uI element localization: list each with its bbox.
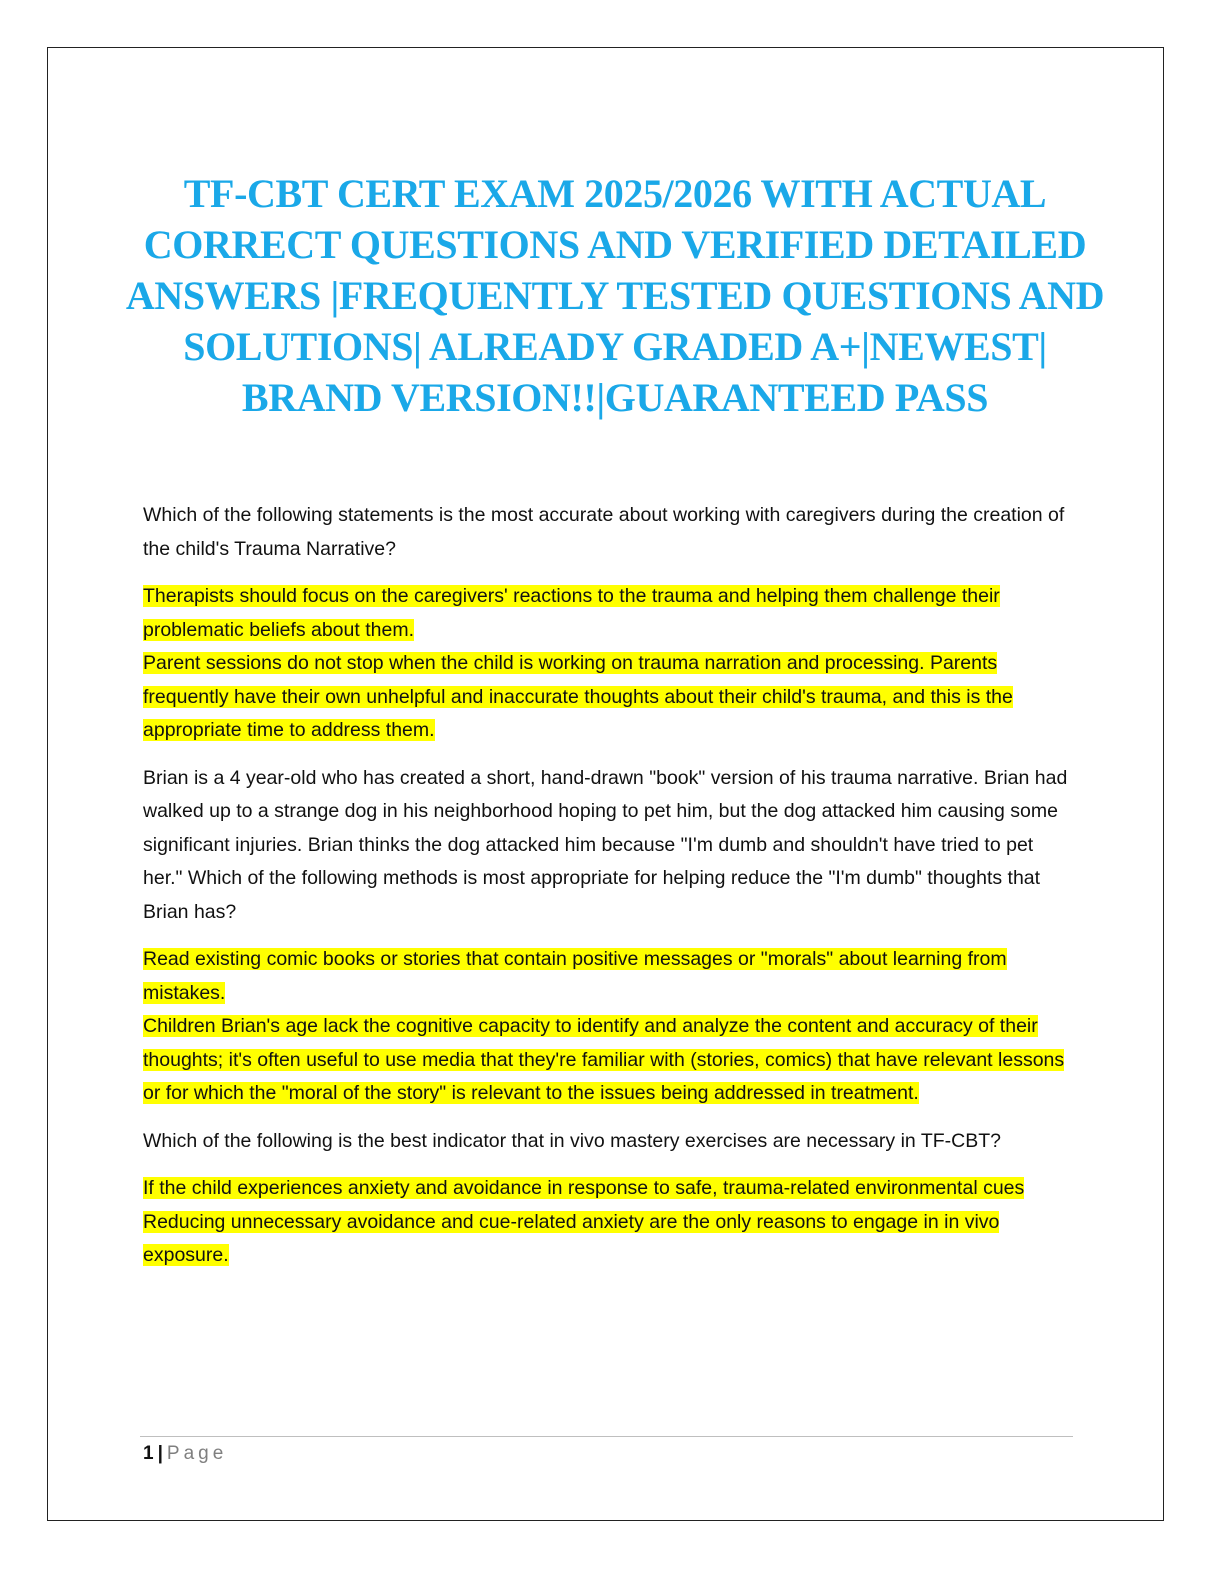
explanation-text: Parent sessions do not stop when the child is working on trauma narration and processing. Parents frequently have their own unhelpful and inaccurate thoughts about their child's trauma, and this is the appropriate time to address them. [143,652,1013,741]
document-title: TF-CBT CERT EXAM 2025/2026 WITH ACTUAL CORRECT QUESTIONS AND VERIFIED DETAILED ANSWERS |FREQUENTLY TESTED QUESTIONS AND SOLUTIONS| ALREADY GRADED A+|NEWEST| BRAND VERSION!!|GUARANTEED PASS [125,171,1105,420]
answer-text: If the child experiences anxiety and avoidance in response to safe, trauma-related environmental cues [143,1177,1025,1199]
qa-item-3 [143,1125,1078,1273]
footer-separator: | [157,1443,163,1464]
document-body [143,499,1078,1287]
answer-text: Therapists should focus on the caregivers' reactions to the trauma and helping them challenge their problematic beliefs about them. [143,585,1000,641]
answer-text: Read existing comic books or stories that contain positive messages or "morals" about learning from mistakes. [143,948,1007,1004]
explanation-text: Reducing unnecessary avoidance and cue-related anxiety are the only reasons to engage in in vivo exposure. [143,1210,1000,1266]
page-footer [143,1441,227,1467]
explanation-text: Children Brian's age lack the cognitive capacity to identify and analyze the content and accuracy of their thoughts; it's often useful to use media that they're familiar with (stories, comics) that have relevant lessons or for which the "moral of the story" is relevant to the issues being addressed in treatment. [143,1015,1065,1104]
page-label: Page [166,1443,228,1464]
qa-item-2 [143,762,1078,1111]
answer-block [143,580,1078,748]
page-number: 1 [143,1443,154,1464]
question-text: Which of the following is the best indicator that in vivo mastery exercises are necessary in TF-CBT? [143,1129,1001,1152]
answer-block [143,943,1078,1111]
question-text: Which of the following statements is the most accurate about working with caregivers during the creation of the child's Trauma Narrative? [143,504,1065,560]
answer-block [143,1172,1078,1273]
question-text: Brian is a 4 year-old who has created a short, hand-drawn "book" version of his trauma narrative. Brian had walked up to a strange dog in his neighborhood hoping to pet him, but the dog attacked him causing some significant injuries. Brian thinks the dog attacked him because "I'm dumb and shouldn't have tried to pet her." Which of the following methods is most appropriate for helping reduce the "I'm dumb" thoughts that Brian has? [143,766,1068,923]
qa-item-1 [143,499,1078,748]
footer-divider [140,1436,1073,1437]
